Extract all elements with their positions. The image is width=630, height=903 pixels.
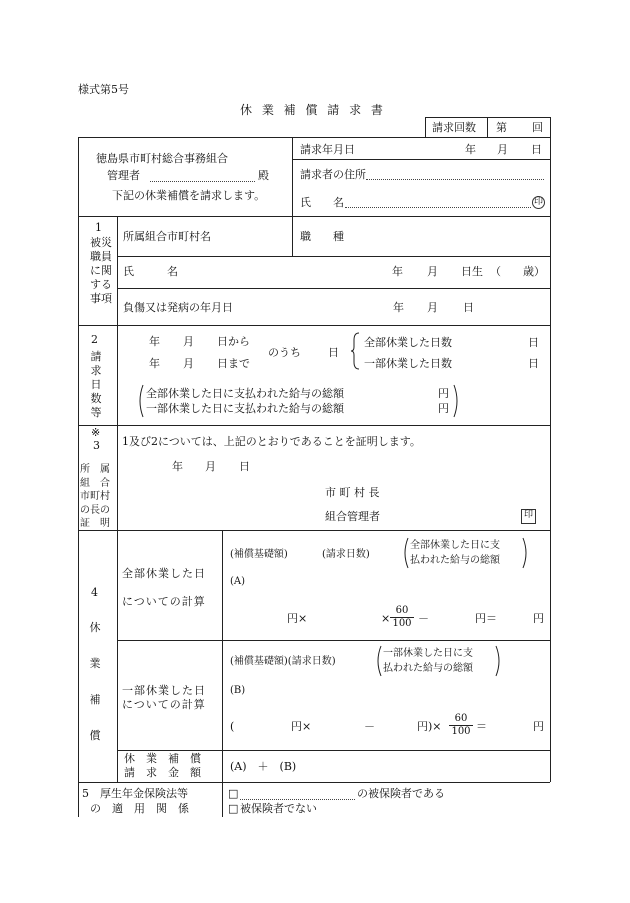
certify-day: 日: [239, 460, 250, 473]
left-paren-icon: [136, 384, 144, 418]
full-times: ×: [381, 612, 391, 625]
form-number: 様式第5号: [78, 83, 129, 96]
nouchi-day: 日: [328, 346, 339, 359]
insured-option: の被保険者である: [357, 787, 445, 800]
mayor-label: 市 町 村 長: [325, 486, 380, 499]
birth-day: 日生: [461, 265, 483, 278]
section1-heading: 被災職員に関する事項: [90, 236, 112, 305]
right-paren-icon: [453, 384, 461, 418]
full-yen-x: 円×: [287, 612, 308, 625]
from-year: 年: [149, 335, 160, 348]
request-date-label: 請求年月日: [300, 143, 355, 156]
partial-b-label: (B): [230, 685, 246, 696]
certify-year: 年: [172, 460, 183, 473]
partial-pay-total: 一部休業した日に支払われた給与の総額: [146, 402, 344, 415]
frame-right: [550, 137, 551, 782]
partial-paid-line1: 一部休業した日に支: [383, 648, 473, 659]
full-leave-day-unit: 日: [528, 336, 539, 349]
partial-yen-x: 円×: [291, 720, 312, 733]
request-date-month: 月: [497, 143, 508, 156]
full-paid-line1: 全部休業した日に支: [410, 540, 500, 551]
full-pay-total: 全部休業した日に支払われた給与の総額: [146, 387, 344, 400]
partial-yen: 円: [533, 720, 544, 733]
brace-icon: [350, 332, 360, 370]
addressee-statement: 下記の休業補償を請求します。: [112, 189, 266, 202]
full-calc-line2: についての計算: [122, 595, 206, 608]
addressee-manager: 管理者: [107, 169, 140, 182]
section1-job-label: 職 種: [300, 230, 344, 243]
full-yen: 円: [533, 612, 544, 625]
partial-base-days: (補償基礎額)(請求日数): [230, 656, 336, 667]
partial-minus: －: [364, 720, 375, 733]
nouchi: のうち: [268, 346, 301, 359]
section4-number: 4: [91, 586, 98, 599]
full-pay-yen: 円: [438, 387, 449, 400]
to-year: 年: [149, 357, 160, 370]
from-month: 月: [183, 335, 194, 348]
request-count-label: 請求回数: [432, 121, 476, 134]
birth-open: （: [490, 265, 501, 278]
section1-number: 1: [95, 221, 102, 234]
partial-paid-rparen-icon: [495, 645, 503, 677]
section2-heading: 請求日数等: [90, 350, 102, 419]
section3-heading-2: 組 合: [80, 478, 110, 489]
total-label-2: 請 求 金 額: [124, 766, 201, 779]
partial-pay-yen: 円: [438, 402, 449, 415]
request-count-dai: 第: [496, 121, 507, 134]
full-frac-num: 60: [390, 605, 414, 618]
request-count-kai: 回: [532, 121, 543, 134]
full-paid-rparen-icon: [522, 537, 530, 569]
full-base: (補償基礎額): [230, 549, 288, 560]
partial-leave-day-unit: 日: [528, 357, 539, 370]
addressee-dono: 殿: [258, 169, 269, 182]
to-day: 日まで: [217, 357, 250, 370]
seal-mark: 印: [533, 197, 543, 207]
section4-heading: 休業補償: [89, 621, 101, 742]
addressee-org: 徳島県市町村総合事務組合: [96, 152, 228, 165]
full-minus: －: [418, 612, 429, 625]
partial-frac-den: 100: [451, 726, 471, 737]
section3-mark: ※: [91, 426, 101, 439]
requester-name-label: 氏 名: [300, 196, 344, 209]
partial-calc-line2: についての計算: [122, 698, 206, 711]
full-frac-den: 100: [392, 618, 412, 629]
partial-calc-line1: 一部休業した日: [122, 684, 206, 697]
not-insured-checkbox[interactable]: □: [228, 802, 239, 815]
full-yen-eq: 円＝: [475, 612, 497, 625]
partial-fraction: [449, 713, 473, 738]
full-a-label: (A): [230, 576, 246, 587]
request-date-year: 年: [465, 143, 476, 156]
partial-open-paren: (: [230, 720, 235, 733]
frame-left: [78, 137, 79, 817]
section2-number: 2: [91, 333, 98, 346]
birth-month: 月: [427, 265, 438, 278]
section3-heading-5: 証 明: [80, 518, 110, 529]
request-date-day: 日: [531, 143, 542, 156]
full-calc-line1: 全部休業した日: [122, 567, 206, 580]
injury-day: 日: [463, 301, 474, 314]
certify-text: 1及び2については、上記のとおりであることを証明します。: [122, 435, 421, 448]
partial-frac-num: 60: [449, 713, 473, 726]
full-fraction: [390, 605, 414, 630]
birth-age: 歳）: [523, 265, 545, 278]
full-paid-lparen-icon: [401, 537, 409, 569]
section5-label-2: の 適 用 関 係: [90, 802, 189, 815]
full-paid-line2: 払われた給与の総額: [410, 555, 500, 566]
requester-address-label: 請求者の住所: [300, 168, 366, 181]
partial-paid-line2: 払われた給与の総額: [383, 663, 473, 674]
injury-label: 負傷又は発病の年月日: [123, 301, 233, 314]
section5-label-1: 5 厚生年金保険法等: [82, 787, 188, 800]
section3-number: 3: [93, 439, 100, 452]
certify-month: 月: [205, 460, 216, 473]
section3-heading-1: 所 属: [80, 464, 110, 475]
page-title: 休 業 補 償 請 求 書: [240, 103, 386, 117]
section1-org-label: 所属組合市町村名: [123, 230, 211, 243]
total-formula: (A) ＋ (B): [230, 760, 297, 773]
to-month: 月: [183, 357, 194, 370]
from-day: 日から: [217, 335, 250, 348]
certify-seal: 印: [521, 509, 536, 524]
partial-leave-days: 一部休業した日数: [364, 357, 452, 370]
union-manager-label: 組合管理者: [325, 510, 380, 523]
insured-checkbox[interactable]: □: [228, 787, 239, 800]
injury-month: 月: [427, 301, 438, 314]
injury-year: 年: [393, 301, 404, 314]
partial-paid-lparen-icon: [374, 645, 382, 677]
full-days: (請求日数): [322, 549, 370, 560]
not-insured-option: 被保険者でない: [240, 802, 317, 815]
full-leave-days: 全部休業した日数: [364, 336, 452, 349]
section1-name-label: 氏 名: [123, 265, 178, 278]
section3-heading-3: 市町村: [80, 491, 110, 502]
partial-eq: ＝: [476, 720, 487, 733]
section3-heading-4: の長の: [80, 505, 110, 516]
birth-year: 年: [392, 265, 403, 278]
total-label-1: 休 業 補 償: [124, 752, 201, 765]
partial-yen-close: 円)×: [417, 720, 442, 733]
